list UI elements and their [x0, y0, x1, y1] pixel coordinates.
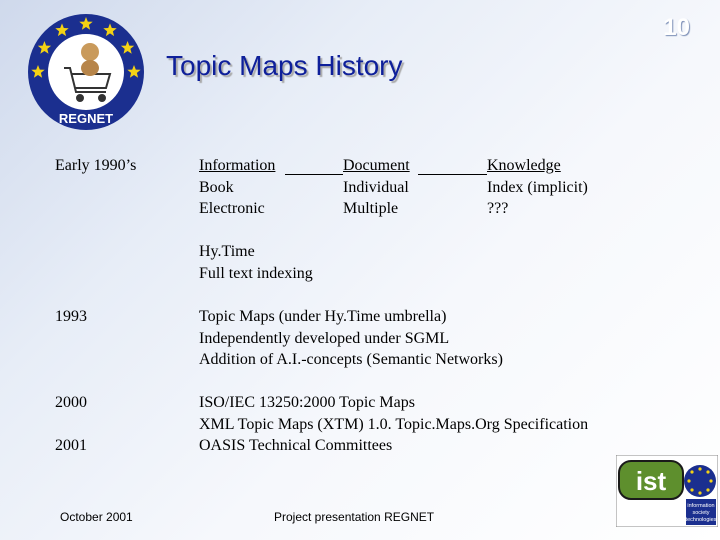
column-item: Multiple — [343, 200, 399, 217]
text-line: XML Topic Maps (XTM) 1.0. Topic.Maps.Org Specification — [199, 415, 589, 433]
column-header: Knowledge — [487, 157, 561, 174]
text-line: Addition of A.I.-concepts (Semantic Networks) — [199, 351, 503, 368]
header-connector — [418, 174, 487, 175]
header-connector — [285, 174, 343, 175]
ist-line: technologies — [685, 517, 717, 523]
column-item: Individual — [343, 178, 409, 196]
text-line: Hy.Time — [199, 243, 255, 260]
column-information — [199, 155, 275, 220]
text-line: Independently developed under SGML — [199, 329, 450, 347]
ist-mark: ist — [635, 466, 667, 496]
column-item: Book — [199, 178, 234, 196]
year-description — [199, 392, 588, 457]
year-description — [199, 306, 503, 371]
text-line: OASIS Technical Committees — [199, 437, 393, 454]
column-knowledge — [487, 155, 588, 220]
ist-line: society — [692, 510, 710, 516]
year-label: 2000 — [55, 394, 87, 411]
year-label: 2001 — [55, 437, 87, 454]
footer-date: October 2001 — [60, 510, 133, 524]
text-line: ISO/IEC 13250:2000 Topic Maps — [199, 394, 415, 411]
year-label: Early 1990’s — [55, 157, 137, 174]
column-item: ??? — [487, 200, 509, 217]
logo-text: REGNET — [58, 111, 114, 126]
column-item: Index (implicit) — [487, 178, 588, 196]
column-header: Document — [343, 157, 410, 174]
text-line: Topic Maps (under Hy.Time umbrella) — [199, 308, 447, 325]
column-header: Information — [199, 157, 276, 174]
slide-number: 10 — [663, 14, 690, 41]
regnet-logo — [26, 12, 146, 132]
column-document — [343, 155, 410, 220]
ist-line: information — [687, 503, 715, 509]
ist-logo — [616, 455, 718, 527]
slide-title: Topic Maps History — [166, 50, 403, 81]
footer-project: Project presentation REGNET — [274, 510, 435, 524]
year-label: 1993 — [55, 308, 87, 325]
text-line: Full text indexing — [199, 264, 313, 282]
hytime-block — [199, 241, 313, 284]
column-item: Electronic — [199, 200, 265, 217]
